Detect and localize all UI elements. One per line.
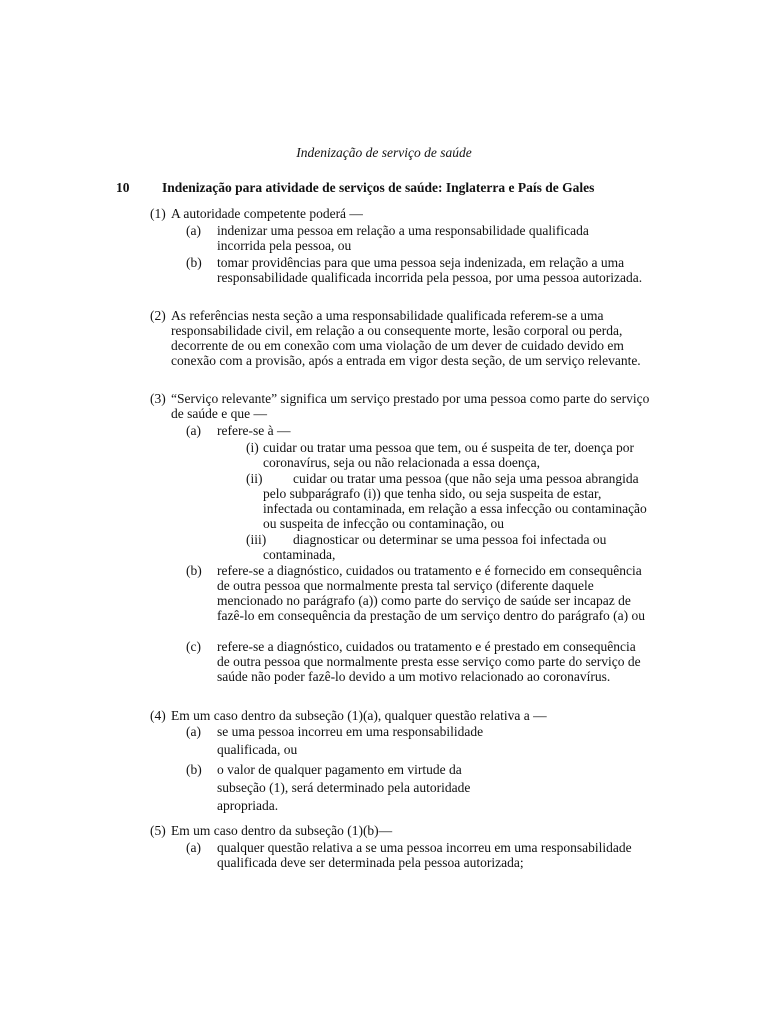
subsection-text: As referências nesta seção a uma responsabilidade qualificada referem-se a uma responsabilidade civil, em relação a ou consequente morte, lesão corporal ou perda, decorrente de ou em conexão com uma violação de um dever de cuidado devido em conexão com a provisão, após a entrada em vigor desta seção, de um serviço relevante. (171, 308, 641, 368)
subsection-text: “Serviço relevante” significa um serviço prestado por uma pessoa como parte do serviço de saúde e que — (171, 391, 650, 421)
paragraph-label: (a) (186, 724, 201, 739)
subsection-text: Em um caso dentro da subseção (1)(a), qualquer questão relativa a — (171, 708, 547, 723)
subsection-number: (3) (150, 391, 166, 406)
paragraph-label: (a) (186, 840, 201, 855)
paragraph-label: (a) (186, 223, 201, 238)
subsection-number: (2) (150, 308, 166, 323)
section-title: Indenização para atividade de serviços de saúde: Inglaterra e País de Gales (162, 180, 595, 195)
paragraph-text: refere-se à — (217, 423, 291, 438)
subsection-number: (5) (150, 823, 166, 838)
subparagraph-text: cuidar ou tratar uma pessoa que tem, ou é suspeita de ter, doença por coronavírus, seja ou não relacionada a essa doença, (263, 440, 634, 470)
section-number: 10 (116, 180, 130, 195)
paragraph-label: (b) (186, 563, 202, 578)
paragraph-1a (186, 223, 626, 253)
paragraph-text: indenizar uma pessoa em relação a uma responsabilidade qualificada incorrida pela pessoa, ou (217, 223, 589, 253)
subparagraph-text: diagnosticar ou determinar se uma pessoa foi infectada ou contaminada, (263, 532, 607, 562)
subsection-number: (1) (150, 206, 166, 221)
paragraph-text: refere-se a diagnóstico, cuidados ou tratamento e é fornecido em consequência de outra pessoa que normalmente presta tal serviço (diferente daquele mencionado no parágrafo (a)) como parte do serviço de saúde ser incapaz de fazê-lo em consequência da prestação de um serviço dentro do parágrafo (a) ou (217, 563, 646, 623)
subsection-text: A autoridade competente poderá — (171, 206, 363, 221)
subsection-text: Em um caso dentro da subseção (1)(b)— (171, 823, 393, 838)
paragraph-3c (186, 639, 650, 684)
paragraph-text: refere-se a diagnóstico, cuidados ou tratamento e é prestado em consequência de outra pessoa que normalmente presta esse serviço como parte do serviço de saúde não poder fazê-lo devido a um motivo relacionado ao coronavírus. (217, 639, 641, 684)
paragraph-text: tomar providências para que uma pessoa seja indenizada, em relação a uma responsabilidade qualificada incorrida pela pessoa, por uma pessoa autorizada. (217, 255, 643, 285)
subparagraph-3a-iii (246, 532, 650, 562)
subparagraph-label: (iii) (246, 532, 267, 547)
subsection-number: (4) (150, 708, 166, 723)
paragraph-3a (186, 423, 650, 438)
subsection-1 (150, 206, 650, 221)
paragraph-label: (b) (186, 762, 202, 777)
paragraph-text: qualquer questão relativa a se uma pessoa incorreu em uma responsabilidade qualificada deve ser determinada pela pessoa autorizada; (217, 840, 632, 870)
subparagraph-label: (i) (246, 440, 259, 455)
subsection-4 (150, 708, 650, 723)
paragraph-5a (186, 840, 650, 870)
paragraph-label: (a) (186, 423, 201, 438)
subsection-2 (150, 308, 650, 368)
subsection-5 (150, 823, 650, 838)
paragraph-label: (c) (186, 639, 201, 654)
subsection-3 (150, 391, 650, 421)
paragraph-3b (186, 563, 650, 623)
subparagraph-3a-i (246, 440, 636, 470)
paragraph-text: se uma pessoa incorreu em uma responsabilidade qualificada, ou (217, 724, 484, 757)
subparagraph-text: cuidar ou tratar uma pessoa (que não seja uma pessoa abrangida pelo subparágrafo (i)) que tenha sido, ou seja suspeita de estar, infectada ou contaminada, em relação a essa infecção ou contaminação ou suspeita de infecção ou contaminação, ou (263, 471, 647, 531)
paragraph-label: (b) (186, 255, 202, 270)
document-heading: Indenização de serviço de saúde (296, 145, 472, 160)
subparagraph-3a-ii (246, 471, 650, 531)
subparagraph-label: (ii) (246, 471, 263, 486)
paragraph-4b (186, 761, 496, 815)
paragraph-4a (186, 723, 506, 759)
paragraph-text: o valor de qualquer pagamento em virtude da subseção (1), será determinado pela autoridade apropriada. (217, 762, 471, 813)
paragraph-1b (186, 255, 650, 285)
